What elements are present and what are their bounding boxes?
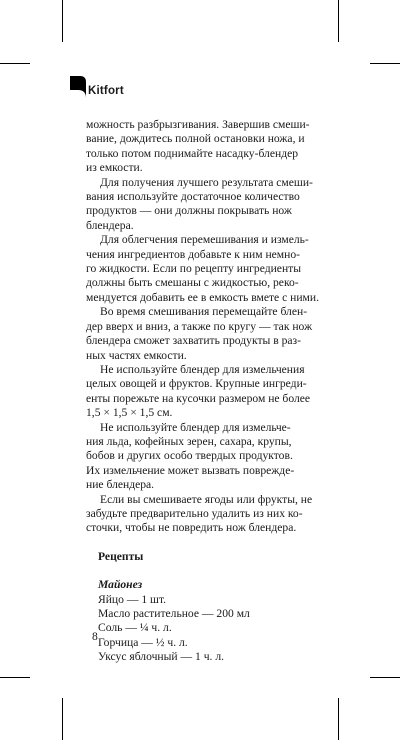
ingredient-item: Яйцо — 1 шт. <box>98 592 167 606</box>
crop-mark <box>0 677 30 678</box>
paragraph <box>86 118 326 176</box>
recipe-title: Майонез <box>98 578 143 592</box>
text-line: ния льда, кофейных зерен, сахара, крупы, <box>86 434 292 448</box>
text-line: целых овощей и фруктов. Крупные ингреди- <box>86 377 307 391</box>
kitfort-logo-icon <box>70 76 86 98</box>
text-line: из емкости. <box>86 161 143 175</box>
text-line: продуктов — они должны покрывать нож <box>86 204 292 218</box>
ingredient-item: Горчица — ½ ч. л. <box>98 635 188 649</box>
text-line: Во время смешивания перемещайте блен- <box>100 305 308 319</box>
text-line: 1,5 × 1,5 × 1,5 см. <box>86 406 173 420</box>
brand-logo <box>70 76 124 98</box>
ingredient-item: Уксус яблочный — 1 ч. л. <box>98 650 225 664</box>
text-line: го жидкости. Если по рецепту ингредиенты <box>86 262 302 276</box>
ingredient-item: Масло растительное — 200 мл <box>98 607 250 620</box>
paragraph <box>86 421 326 493</box>
text-line: Для получения лучшего результата смеши- <box>100 175 313 189</box>
paragraph <box>86 233 326 305</box>
page-body <box>86 118 326 665</box>
text-line: Не используйте блендер для измельчения <box>100 362 305 376</box>
crop-mark <box>338 0 339 42</box>
paragraph <box>86 493 326 536</box>
text-line: Их измельчение может вызвать поврежде- <box>86 463 295 477</box>
text-line: ных частях емкости. <box>86 348 187 362</box>
paragraph <box>86 363 326 421</box>
crop-mark <box>0 63 30 64</box>
crop-mark <box>370 63 400 64</box>
text-line: Для облегчения перемешивания и измель- <box>100 233 309 247</box>
page-number: 8 <box>92 630 98 643</box>
crop-mark <box>62 698 63 740</box>
text-line: вания используйте достаточное количество <box>86 190 300 204</box>
text-line: дер вверх и вниз, а также по кругу — так нож <box>86 319 313 333</box>
paragraph <box>86 176 326 234</box>
crop-mark <box>62 0 63 42</box>
ingredient-item: Соль — ¼ ч. л. <box>98 621 172 635</box>
text-line: можность разбрызгивания. Завершив смеши- <box>86 118 310 131</box>
paragraph <box>86 305 326 363</box>
text-line: только потом поднимайте насадку-блендер <box>86 146 299 160</box>
section-title: Рецепты <box>98 549 144 563</box>
crop-mark <box>338 698 339 740</box>
text-line: бобов и других особо твердых продуктов. <box>86 449 293 463</box>
text-line: енты порежьте на кусочки размером не более <box>86 391 311 405</box>
text-line: блендера сможет захватить продукты в раз- <box>86 334 301 348</box>
recipe <box>98 578 326 664</box>
crop-mark <box>370 677 400 678</box>
text-line: блендера. <box>86 218 134 232</box>
text-line: должны быть смешаны с жидкостью, реко- <box>86 276 299 290</box>
text-line: Если вы смешиваете ягоды или фрукты, не <box>100 492 313 506</box>
text-line: забудьте предварительно удалить из них ко- <box>86 506 303 520</box>
text-line: мендуется добавить ее в емкость вмете с ними. <box>86 290 319 304</box>
text-line: сточки, чтобы не повредить нож блендера. <box>86 521 297 535</box>
text-line: вание, дождитесь полной остановки ножа, и <box>86 132 305 146</box>
text-line: ние блендера. <box>86 478 155 492</box>
text-line: Не используйте блендер для измельче- <box>100 420 291 434</box>
brand-name: Kitfort <box>88 85 124 97</box>
text-line: чения ингредиентов добавьте к ним немно- <box>86 247 301 261</box>
